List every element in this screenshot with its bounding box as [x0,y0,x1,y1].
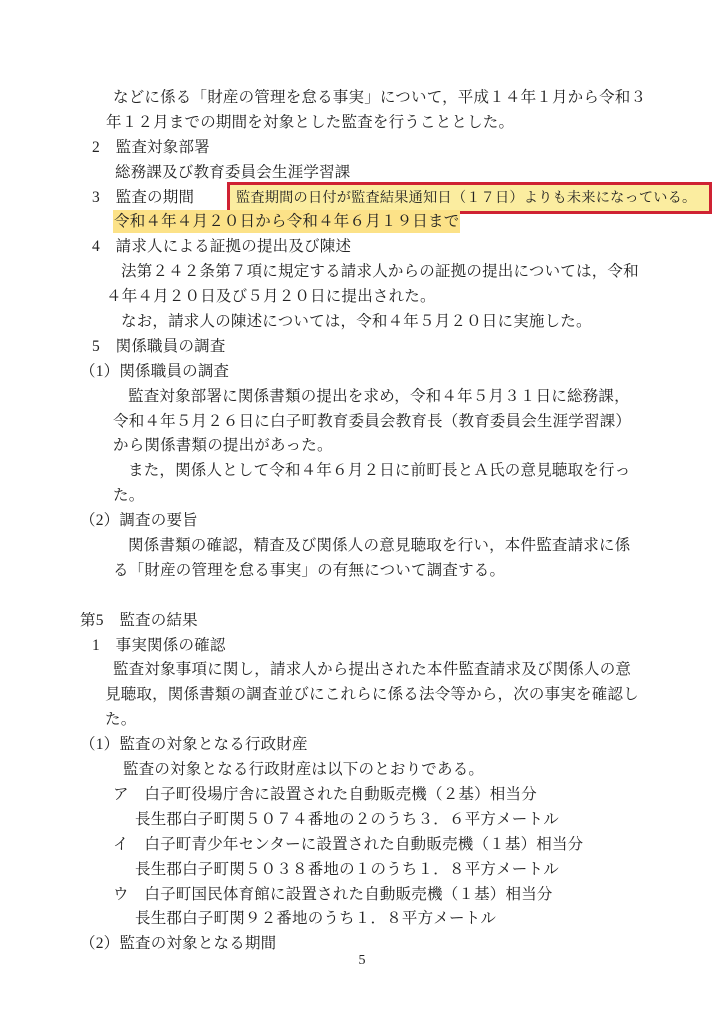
text-line: 令和４年５月２６日に白子町教育委員会教育長（教育委員会生涯学習課） [113,412,632,430]
text-line: 監査対象部署に関係書類の提出を求め，令和４年５月３１日に総務課， [128,387,630,405]
text-line: 長生郡白子町関５０７４番地の２のうち３．６平方メートル [135,810,559,828]
text-line: 1 事実関係の確認 [92,636,226,654]
text-line: る「財産の管理を怠る事実」の有無について調査する。 [113,561,506,579]
text-line: 4 請求人による証拠の提出及び陳述 [92,238,352,256]
text-line: 長生郡白子町関９２番地のうち１．８平方メートル [135,910,497,928]
text-line: また，関係人として令和４年６月２日に前町長とＡ氏の意見聴取を行っ [128,462,631,480]
text-line: ア 白子町役場庁舎に設置された自動販売機（２基）相当分 [113,785,537,803]
text-line: なお，請求人の陳述については，令和４年５月２０日に実施した。 [121,313,592,331]
blank-line [0,584,724,609]
text-line: ４年４月２０日及び５月２０日に提出された。 [106,288,436,306]
highlighted-text: 令和４年４月２０日から令和４年６月１９日まで [113,210,460,233]
text-line: 見聴取，関係書類の調査並びにこれらに係る法令等から，次の事実を確認し [105,686,639,704]
text-line: （1）監査の対象となる行政財産 [80,736,308,754]
text-line: （2）監査の対象となる期間 [80,935,277,953]
text-line: 法第２４２条第７項に規定する請求人からの証拠の提出については，令和 [121,263,639,281]
text-line: 年１２月までの期間を対象とした監査を行うこととした。 [106,113,515,131]
text-line: た。 [113,487,145,505]
text-line: 関係書類の確認，精査及び関係人の意見聴取を行い，本件監査請求に係 [128,537,631,555]
text-line: ウ 白子町国民体育館に設置された自動販売機（１基）相当分 [113,885,553,903]
document-body [0,86,724,957]
text-line: 監査対象事項に関し，請求人から提出された本件監査請求及び関係人の意 [113,661,632,679]
text-line [0,210,724,235]
text-line: 第5 監査の結果 [80,611,198,629]
page-number: 5 [358,953,366,968]
text-line: 2 監査対象部署 [92,138,210,156]
text-line: から関係書類の提出があった。 [113,437,333,455]
text-line: （2）調査の要旨 [80,512,198,530]
text-line: （1）関係職員の調査 [80,362,230,380]
text-line: イ 白子町青少年センターに設置された自動販売機（１基）相当分 [113,835,584,853]
text-line [0,186,724,211]
text-line: た。 [105,711,137,729]
text-line: 監査の対象となる行政財産は以下のとおりである。 [123,761,485,779]
text-line: などに係る「財産の管理を怠る事実」について，平成１４年１月から令和３ [113,89,647,106]
text-line: 5 関係職員の調査 [92,337,226,355]
section-label: 3 監査の期間 [92,188,195,206]
text-line: 総務課及び教育委員会生涯学習課 [115,163,351,181]
annotation-box: 監査期間の日付が監査結果通知日（１７日）よりも未来になっている。 [227,182,712,214]
text-line: 長生郡白子町関５０３８番地の１のうち１．８平方メートル [135,860,559,878]
